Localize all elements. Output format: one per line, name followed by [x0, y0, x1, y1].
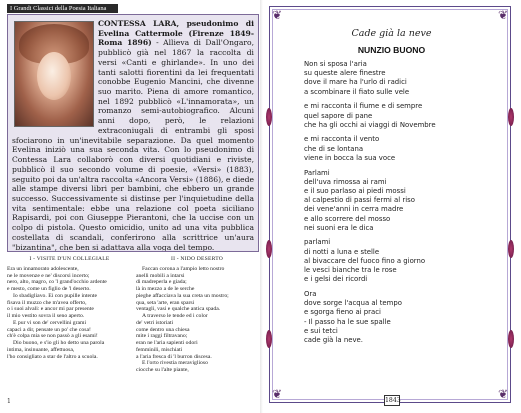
- poem-line: pieghe affacciava la sua creta un mostro;: [136, 292, 229, 299]
- right-page: [262, 0, 521, 413]
- poem-line: ventagli, vasi e qualche antica spada.: [136, 306, 221, 313]
- poem-line: dove il mare ha l'urlo di radici: [304, 78, 407, 87]
- poem-line: Io sbadigliavo. Ei con pupille intente: [13, 292, 98, 299]
- poem-line: Ora: [304, 289, 317, 298]
- poem-line: di notti a luna e stelle: [304, 247, 380, 256]
- biography-box: [7, 14, 259, 252]
- stanza: [304, 169, 504, 233]
- poem-line: al bivaccare del fuoco fino a giorno: [304, 256, 426, 265]
- side-leaf-ornament-icon: [508, 240, 514, 258]
- poem-line: viene in bocca la sua voce: [304, 153, 396, 162]
- portrait-spacer: [12, 19, 98, 127]
- poem-line: dell'uva rimossa ai rami: [304, 177, 387, 186]
- stanza: [304, 290, 504, 345]
- corner-ornament-icon: ❦: [272, 8, 283, 22]
- poem-line: o i suoi alvali: e ancor mi par presente: [7, 306, 94, 313]
- poem-line: eran ne l'aria sapienti odori: [136, 340, 198, 346]
- poem-title-visite: I - VISITE D'UN COLLEGIALE: [29, 256, 110, 262]
- poem-line: cade già la neve.: [304, 335, 363, 344]
- poem-line: Parlami: [304, 168, 330, 177]
- poem-line: parlami: [304, 238, 331, 247]
- poem-line: Non si sposa l'aria: [304, 60, 367, 68]
- poem-line: il mio vestito sovra il seno aperto.: [7, 313, 85, 319]
- poem-line: intima, insinuante, affettuosa,: [7, 346, 75, 353]
- poem-line: nei suoni era le dica: [304, 223, 374, 232]
- poem-line: e allo scorrere del mosso: [304, 214, 391, 223]
- side-leaf-ornament-icon: [266, 240, 272, 258]
- poem-line: nero, alto, magro, co 'l grand'occhio ardente: [7, 279, 107, 286]
- poem-line: di madreperla e giada;: [136, 279, 187, 286]
- poem-line: a scombinare il fiato sulle vele: [304, 87, 410, 96]
- poem-line: e mesto, come un figlio de 'l deserto.: [7, 286, 91, 292]
- poem-author: NUNZIO BUONO: [357, 45, 426, 55]
- poem-line: che ha gli occhi ai viaggi di Novembre: [304, 120, 436, 129]
- poem-line: e sui tetci: [304, 326, 338, 335]
- poem-line: e mi racconta il fiume e di sempre: [304, 102, 423, 111]
- poem-line: su queste alere finestre: [304, 69, 386, 78]
- poem-line: Dio buono, e s'io gli ho detto una parola: [13, 340, 105, 346]
- poem-line: femminili, mischiati: [136, 346, 183, 353]
- poem-line: Era un innamorato adolescente,: [7, 265, 79, 272]
- left-page-number: 1: [7, 398, 11, 405]
- poem-line: e mi racconta il vento: [304, 135, 380, 144]
- corner-ornament-icon: ❦: [272, 387, 283, 401]
- corner-ornament-icon: ❦: [497, 387, 508, 401]
- side-leaf-ornament-icon: [508, 330, 514, 348]
- poem-line: ciocche su l'alte piante,: [136, 367, 189, 373]
- side-leaf-ornament-icon: [508, 108, 514, 126]
- biography-body: - Allieva di Dall'Ongaro, pubblicò già nel 1867 la raccolta di versi «Canti e ghirlande». In uno dei tanti salotti fiorentini da lei frequentati conobbe Eugenio Mancini, che divenne suo marito. Piena di amore romantico, nel 1892 pubblicò «L'innamorata», un romanzo semi-autobiografico. Alcuni anni dopo, però, le relazioni extraconiugali di entrambi gli sposi sfociarono in un'inevitabile separazione. Da quel momento Evelina iniziò una sua seconda vita. Con lo pseudonimo di Contessa Lara collaborò con diversi quotidiani e riviste, pubblicò il suo secondo volume di poesie, «Versi» (1883), seguito poi da un'altra raccolta «Ancora Versi» (1886), e diede alle stampe diversi libri per bambini, che ebbero un grande successo. Successivamente si distinse per l'inquietudine della vita sentimentale: ebbe una relazione col poeta siciliano Rapisardi, poi con Giuseppe Pierantoni, che la uccise con un colpo di pistola. Questo omicidio, unito ad una vita pubblica costellata di scandali, conferirono alla scrittrice un'aura "bizantina", che ben si adattava alla voga del tempo.: [12, 38, 255, 252]
- poem-line: A traverso le tende ed i color: [142, 313, 208, 319]
- poem-line: mite i raggi filtravano;: [136, 333, 188, 340]
- poem-line: al calpestio di passi fermi al riso: [304, 196, 415, 205]
- poem-line: E l'orto rivestia meraviglioso: [142, 360, 208, 367]
- corner-ornament-icon: ❦: [497, 8, 508, 22]
- poem-line: - Il passo ha le sue spalle: [304, 317, 391, 326]
- poem-title-nido: II - NIDO DESERTO: [171, 256, 223, 262]
- poem-line: capaci a dir, pensate un po' che cosa!: [7, 326, 91, 333]
- right-page-number: 1843: [385, 397, 401, 404]
- stanza: [304, 102, 504, 130]
- poem-line: e sgorga fieno ai praci: [304, 308, 381, 317]
- biography-author-name: CONTESSA LARA, pseudonimo di Evelina Cattermole (Firenze 1849-Roma 1896): [98, 19, 254, 48]
- poem-line: come dentro una chiesa: [136, 326, 190, 333]
- poem-line: e il suo parlaso ai piedi mossi: [304, 186, 406, 195]
- poem-line: anelli mobili a intarsi: [136, 272, 185, 279]
- poem-line: ne le movenze e ne' discorsi incerto;: [7, 272, 90, 279]
- poem-line: le vesci bianche tra le rose: [304, 266, 397, 275]
- side-leaf-ornament-icon: [266, 108, 272, 126]
- stanza: [304, 135, 504, 163]
- poem-line: che di se lontana: [304, 144, 364, 153]
- poem-line: là in mezzo a de le serche: [136, 286, 195, 292]
- poem-line: e i gelsi dei ricordi: [304, 275, 368, 284]
- poem-line: dei vene'anni in cerra madre: [304, 205, 404, 214]
- poem-line: qua, seta 'arte, eran sparsi: [136, 299, 195, 306]
- poem-line: a l'aria fresca di 'l burron discesa.: [136, 353, 212, 360]
- stanza: [304, 238, 504, 284]
- series-header-tag: I Grandi Classici della Poesia Italiana: [7, 4, 118, 13]
- poem-line: dove sorge l'acqua al tempo: [304, 299, 402, 308]
- side-leaf-ornament-icon: [266, 330, 272, 348]
- poem-line: E pur vi son de' cervellini grami: [13, 319, 87, 326]
- poem-body: [304, 60, 504, 345]
- poem-line: ch'è colpa mia se non passò a gli esami!: [7, 333, 98, 340]
- poem-title: Cade già la neve: [351, 28, 432, 39]
- biography-text: [12, 19, 254, 252]
- poem-line: quel sapore di pane: [304, 111, 373, 120]
- poem-column-nido: [136, 256, 258, 374]
- poem-column-visite: [7, 256, 132, 360]
- poem-line: l'ho consigliato a star de l'altro a scuola.: [7, 353, 98, 360]
- stanza: [304, 60, 504, 97]
- poem-line: fisava il muzzo che m'avea offerto,: [7, 299, 87, 306]
- poem-line: de' vetri istoriati: [136, 319, 174, 326]
- poem-line: Faccan corona a l'ampio letto nostro: [142, 265, 225, 272]
